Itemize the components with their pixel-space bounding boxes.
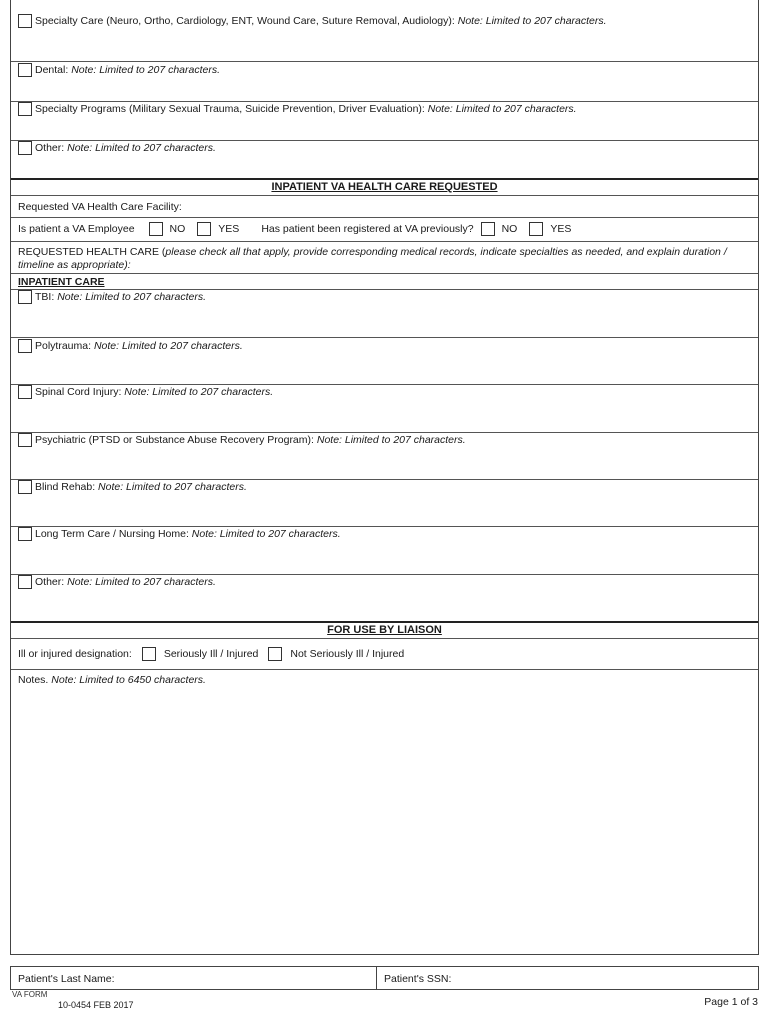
blind-rehab-row	[11, 480, 758, 527]
registered-no-checkbox[interactable]	[481, 222, 495, 236]
specialty-programs-note: Note: Limited to 207 characters.	[427, 103, 577, 115]
facility-label: Requested VA Health Care Facility:	[18, 201, 182, 213]
specialty-programs-row	[11, 102, 758, 141]
spinal-cord-checkbox[interactable]	[18, 385, 32, 399]
inpatient-care-subheading-row	[11, 274, 758, 290]
ssn-label: Patient's SSN:	[384, 973, 452, 985]
spinal-cord-row	[11, 385, 758, 433]
liaison-title-row	[11, 623, 758, 639]
dental-checkbox[interactable]	[18, 63, 32, 77]
specialty-care-label: Specialty Care (Neuro, Ortho, Cardiology, ENT, Wound Care, Suture Removal, Audiology):	[35, 15, 455, 27]
employee-no-checkbox[interactable]	[149, 222, 163, 236]
notes-label: Notes.	[18, 674, 49, 686]
page-number: Page 1 of 3	[704, 996, 758, 1008]
blind-rehab-label: Blind Rehab:	[35, 481, 96, 493]
designation-label: Ill or injured designation:	[18, 648, 132, 660]
blind-rehab-checkbox[interactable]	[18, 480, 32, 494]
seriously-injured-label: Seriously Ill / Injured	[163, 648, 259, 660]
outpatient-other-note: Note: Limited to 207 characters.	[67, 142, 216, 154]
designation-row	[11, 639, 758, 670]
outpatient-other-checkbox[interactable]	[18, 141, 32, 155]
long-term-care-note: Note: Limited to 207 characters.	[191, 528, 341, 540]
dental-label: Dental:	[35, 64, 69, 76]
notes-text	[18, 674, 206, 686]
inpatient-care-subheading: INPATIENT CARE	[18, 276, 105, 288]
specialty-care-row	[11, 0, 758, 62]
registered-no-label: NO	[501, 223, 518, 235]
psychiatric-row	[11, 433, 758, 480]
spinal-cord-label: Spinal Cord Injury:	[35, 386, 122, 398]
psychiatric-checkbox[interactable]	[18, 433, 32, 447]
liaison-section-title: FOR USE BY LIAISON	[327, 624, 442, 636]
employee-question: Is patient a VA Employee	[18, 223, 135, 235]
inpatient-other-row	[11, 575, 758, 623]
not-seriously-injured-checkbox[interactable]	[268, 647, 282, 661]
polytrauma-label: Polytrauma:	[35, 340, 92, 352]
requested-care-label: REQUESTED HEALTH CARE (	[18, 246, 166, 258]
registered-question: Has patient been registered at VA previously?	[261, 223, 474, 235]
employee-yes-checkbox[interactable]	[197, 222, 211, 236]
last-name-label: Patient's Last Name:	[18, 973, 115, 985]
requested-care-instructions: please check all that apply, provide corresponding medical records, indicate specialties as needed, and explain duration / timeline as appropriate):	[18, 246, 727, 271]
specialty-programs-label: Specialty Programs (Military Sexual Trauma, Suicide Prevention, Driver Evaluation):	[35, 103, 425, 115]
dental-row	[11, 62, 758, 102]
polytrauma-checkbox[interactable]	[18, 339, 32, 353]
tbi-label: TBI:	[35, 291, 55, 303]
requested-care-text	[18, 246, 751, 272]
registered-yes-label: YES	[550, 223, 572, 235]
patient-info-footer	[10, 966, 759, 990]
specialty-care-checkbox[interactable]	[18, 14, 32, 28]
form-body	[10, 0, 759, 955]
employee-row	[11, 218, 758, 242]
inpatient-other-note: Note: Limited to 207 characters.	[67, 576, 216, 588]
employee-yes-label: YES	[218, 223, 240, 235]
specialty-programs-checkbox[interactable]	[18, 102, 32, 116]
not-seriously-injured-label: Not Seriously Ill / Injured	[290, 648, 405, 660]
footer-divider	[376, 967, 377, 989]
tbi-row	[11, 290, 758, 338]
registered-yes-checkbox[interactable]	[529, 222, 543, 236]
spinal-cord-note: Note: Limited to 207 characters.	[124, 386, 274, 398]
employee-no-label: NO	[169, 223, 186, 235]
psychiatric-label: Psychiatric (PTSD or Substance Abuse Recovery Program):	[35, 434, 314, 446]
notes-note: Note: Limited to 6450 characters.	[51, 674, 206, 686]
tbi-note: Note: Limited to 207 characters.	[57, 291, 207, 303]
requested-care-row	[11, 242, 758, 274]
outpatient-other-row	[11, 141, 758, 180]
dental-note: Note: Limited to 207 characters.	[71, 64, 221, 76]
long-term-care-checkbox[interactable]	[18, 527, 32, 541]
inpatient-other-label: Other:	[35, 576, 65, 588]
specialty-care-note: Note: Limited to 207 characters.	[457, 15, 607, 27]
facility-row	[11, 196, 758, 218]
psychiatric-note: Note: Limited to 207 characters.	[316, 434, 466, 446]
seriously-injured-checkbox[interactable]	[142, 647, 156, 661]
va-form-label: VA FORM	[12, 990, 48, 999]
polytrauma-row	[11, 338, 758, 385]
inpatient-other-checkbox[interactable]	[18, 575, 32, 589]
tbi-checkbox[interactable]	[18, 290, 32, 304]
long-term-care-row	[11, 527, 758, 575]
outpatient-other-label: Other:	[35, 142, 65, 154]
long-term-care-label: Long Term Care / Nursing Home:	[35, 528, 189, 540]
inpatient-title-row	[11, 180, 758, 196]
form-number: 10-0454 FEB 2017	[58, 1000, 134, 1010]
blind-rehab-note: Note: Limited to 207 characters.	[98, 481, 247, 493]
inpatient-section-title: INPATIENT VA HEALTH CARE REQUESTED	[271, 181, 498, 193]
notes-area[interactable]	[11, 670, 758, 955]
polytrauma-note: Note: Limited to 207 characters.	[93, 340, 243, 352]
